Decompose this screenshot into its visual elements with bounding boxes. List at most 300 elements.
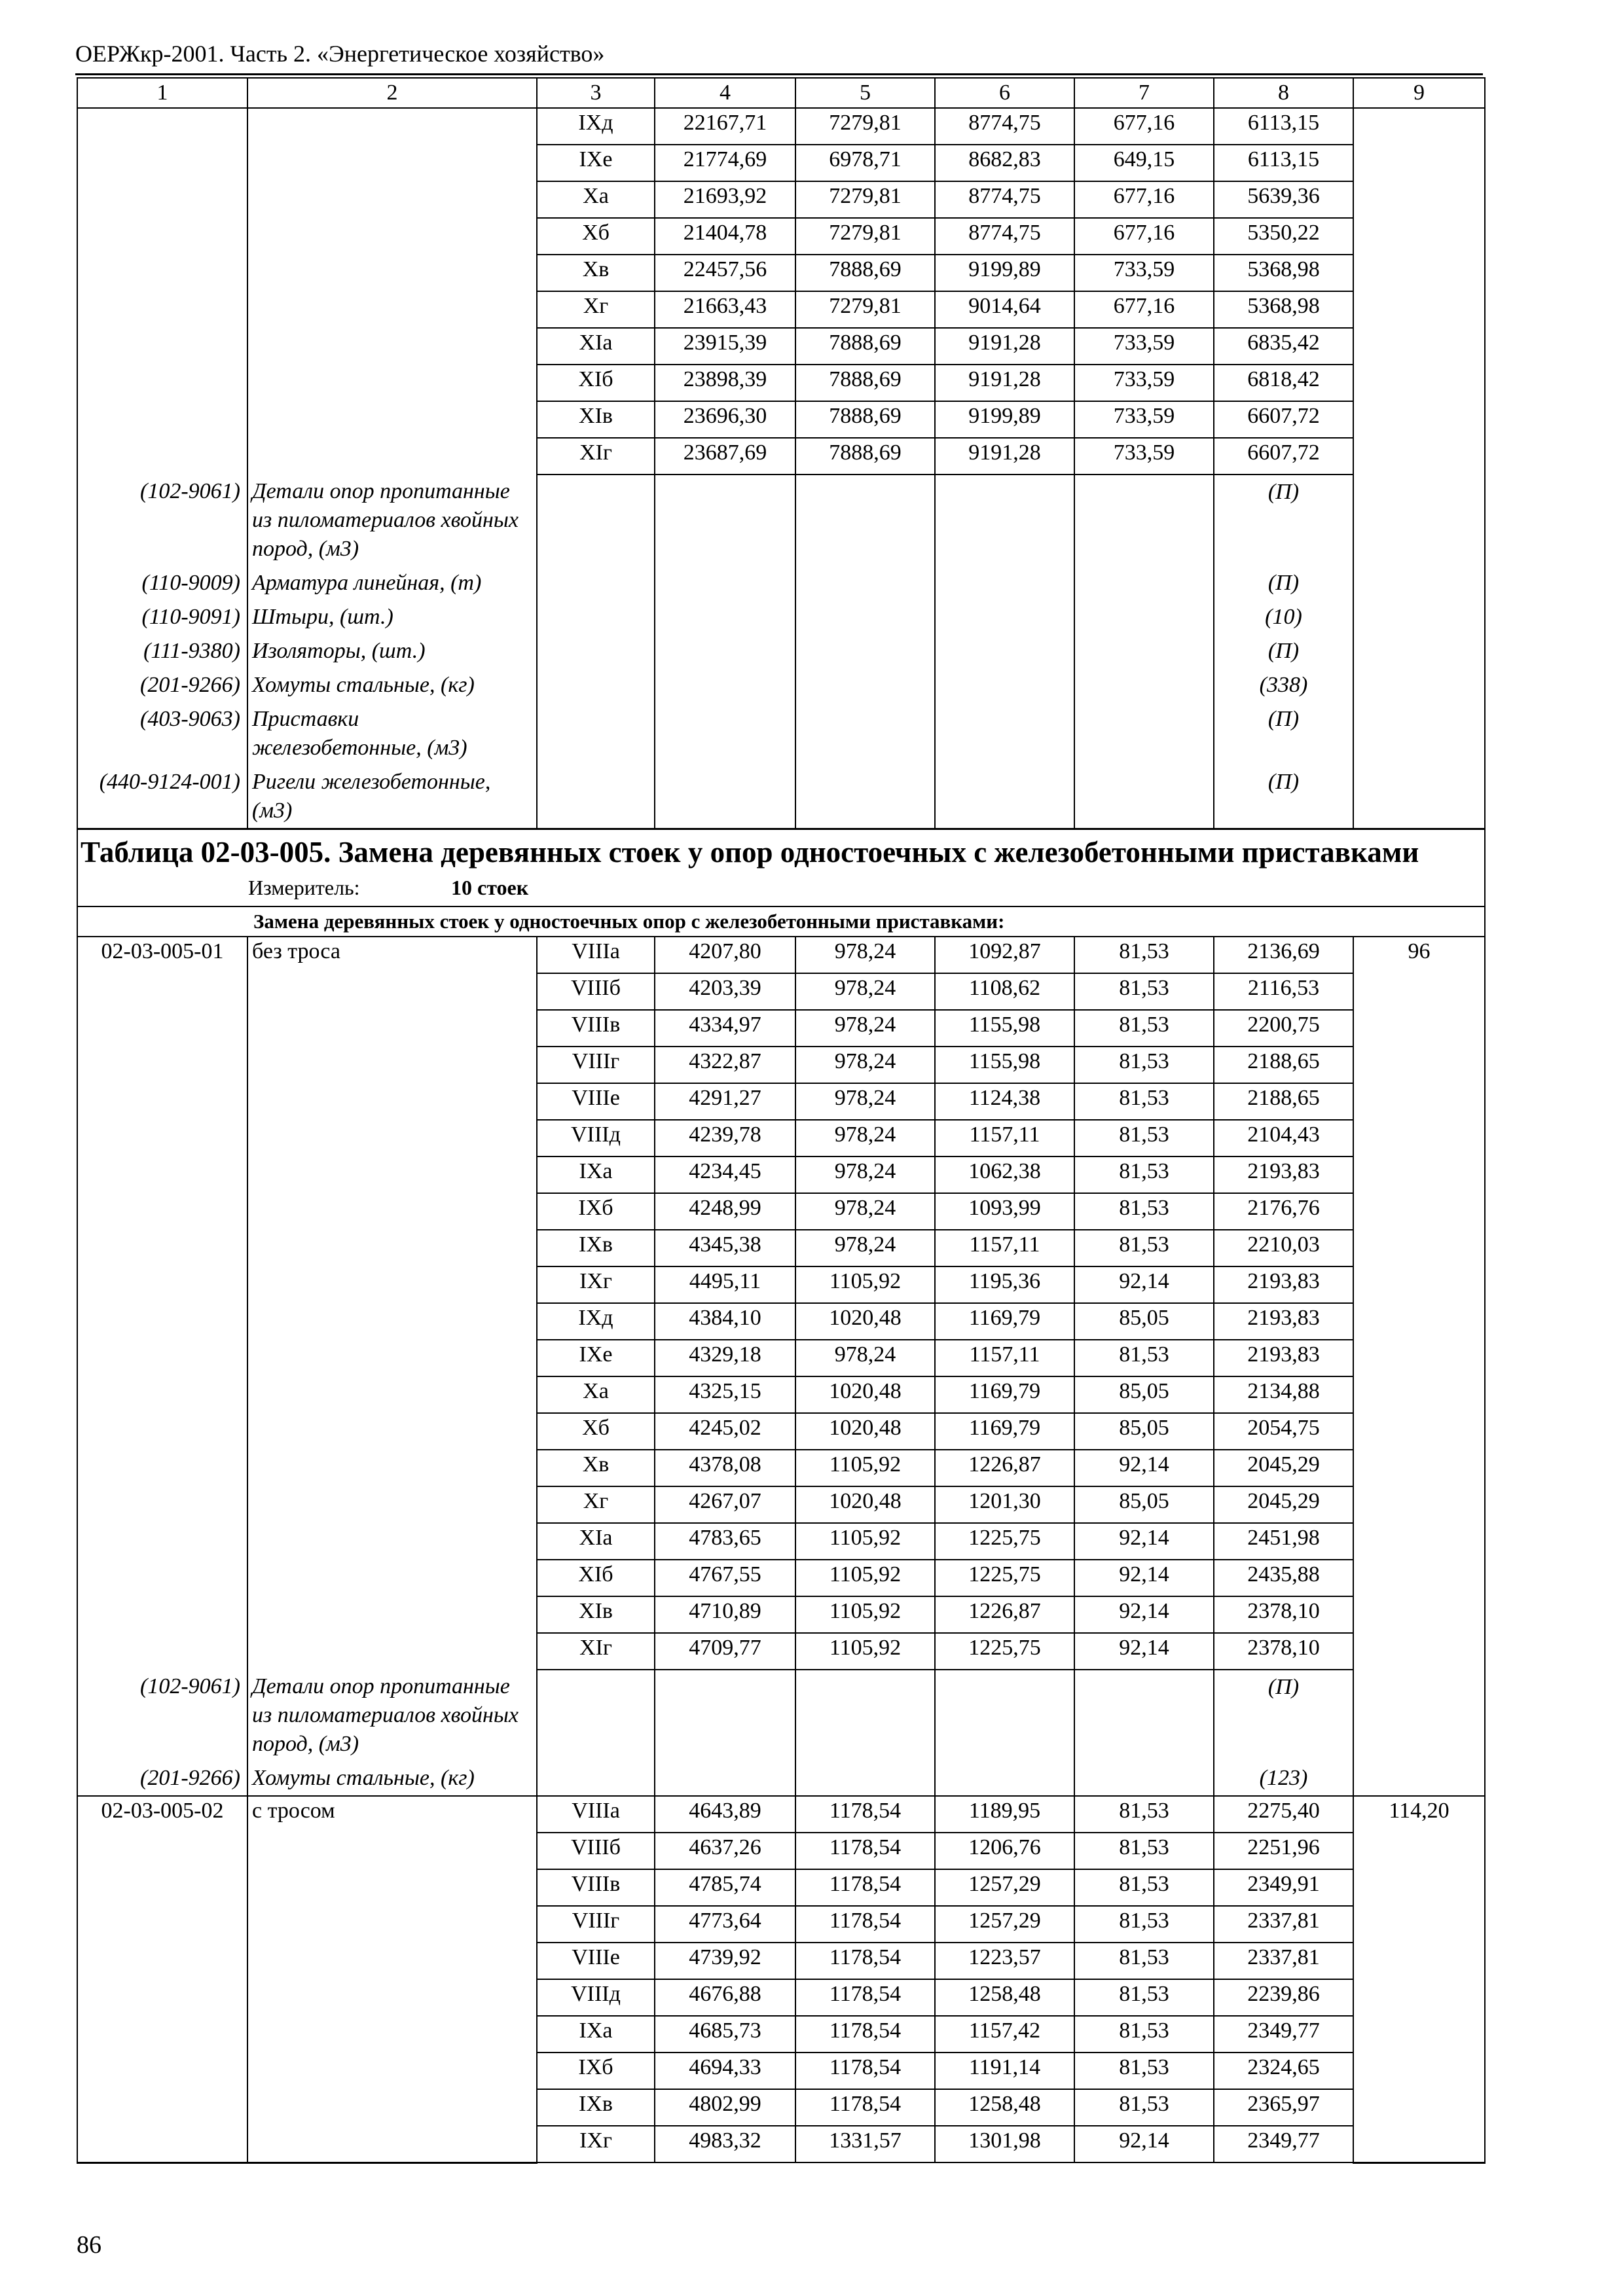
table-row [77,2053,1485,2089]
column-number-8: 8 [1214,78,1353,108]
material-row [77,1670,1485,1761]
table-row [77,108,1485,145]
value-cell: 4322,87 [655,1047,795,1083]
header-rule [75,73,1483,75]
rate-code [77,255,247,291]
col9-cell [1353,1450,1485,1486]
value-cell: 2349,91 [1214,1869,1353,1906]
rate-name [247,1230,537,1266]
value-cell: 1225,75 [935,1633,1074,1670]
zone-cell: IXв [537,1230,655,1266]
material-row [77,765,1485,829]
material-row [77,702,1485,765]
value-cell: 81,53 [1074,937,1214,973]
value-cell: 1105,92 [795,1633,935,1670]
value-cell: 8774,75 [935,218,1074,255]
table-row [77,1450,1485,1486]
value-cell: 1223,57 [935,1943,1074,1979]
value-cell: 81,53 [1074,1157,1214,1193]
value-cell: 1105,92 [795,1523,935,1560]
rate-code [77,1906,247,1943]
value-cell: 978,24 [795,973,935,1010]
value-cell: 4785,74 [655,1869,795,1906]
empty-cell [537,566,655,600]
column-number-row [77,78,1485,108]
col9-cell [1353,255,1485,291]
rate-code [77,2053,247,2089]
col9-cell [1353,291,1485,328]
value-cell: 81,53 [1074,2016,1214,2053]
rate-name [247,1376,537,1413]
value-cell: 2239,86 [1214,1979,1353,2016]
value-cell: 2451,98 [1214,1523,1353,1560]
empty-cell [655,668,795,702]
value-cell: 9191,28 [935,328,1074,365]
empty-cell [795,600,935,634]
value-cell: 4676,88 [655,1979,795,2016]
value-cell: 677,16 [1074,181,1214,218]
col9-cell [1353,1047,1485,1083]
empty-cell [795,702,935,765]
column-number-3: 3 [537,78,655,108]
table-row [77,1340,1485,1376]
empty-cell [795,475,935,566]
rate-code [77,145,247,181]
table-title-row [77,829,1485,907]
table-row [77,1796,1485,1833]
value-cell: 1105,92 [795,1596,935,1633]
value-cell: 81,53 [1074,2053,1214,2089]
value-cell: 4802,99 [655,2089,795,2126]
value-cell: 4709,77 [655,1633,795,1670]
empty-cell [537,475,655,566]
table-row [77,1193,1485,1230]
rate-name [247,1979,537,2016]
value-cell: 2134,88 [1214,1376,1353,1413]
value-cell: 6818,42 [1214,365,1353,401]
rate-code [77,1560,247,1596]
table-title-cell [77,829,1485,907]
value-cell: 92,14 [1074,2126,1214,2162]
rate-code [77,1413,247,1450]
empty-cell [655,634,795,668]
value-cell: 1226,87 [935,1596,1074,1633]
value-cell: 2116,53 [1214,973,1353,1010]
zone-cell: IXг [537,2126,655,2162]
empty-cell [655,1761,795,1796]
rate-code [77,1230,247,1266]
value-cell: 1206,76 [935,1833,1074,1869]
col9-cell [1353,145,1485,181]
table-row [77,1230,1485,1266]
rate-name [247,1560,537,1596]
empty-cell [655,600,795,634]
value-cell: 5368,98 [1214,255,1353,291]
value-cell: 677,16 [1074,291,1214,328]
table-row [77,328,1485,365]
value-cell: 1157,11 [935,1340,1074,1376]
value-cell: 92,14 [1074,1596,1214,1633]
rate-name [247,1596,537,1633]
rate-code [77,2016,247,2053]
value-cell: 1178,54 [795,1943,935,1979]
value-cell: 1155,98 [935,1047,1074,1083]
material-name: Штыри, (шт.) [247,600,537,634]
rate-name: с тросом [247,1796,537,1833]
value-cell: 23898,39 [655,365,795,401]
value-cell: 81,53 [1074,1833,1214,1869]
empty-cell [935,702,1074,765]
value-cell: 1155,98 [935,1010,1074,1047]
value-cell: 81,53 [1074,1010,1214,1047]
rate-code [77,973,247,1010]
col9-cell [1353,2126,1485,2162]
value-cell: 4234,45 [655,1157,795,1193]
value-cell: 1191,14 [935,2053,1074,2089]
empty-cell [1353,566,1485,600]
value-cell: 9199,89 [935,255,1074,291]
value-cell: 22167,71 [655,108,795,145]
table-row [77,1906,1485,1943]
zone-cell: VIIIа [537,1796,655,1833]
col9-cell [1353,1010,1485,1047]
value-cell: 4239,78 [655,1120,795,1157]
value-cell: 7279,81 [795,108,935,145]
material-value: (338) [1214,668,1353,702]
value-cell: 4334,97 [655,1010,795,1047]
table-row [77,1560,1485,1596]
value-cell: 733,59 [1074,401,1214,438]
value-cell: 1178,54 [795,1979,935,2016]
empty-cell [935,475,1074,566]
rate-code [77,108,247,145]
rate-name [247,145,537,181]
empty-cell [1353,1670,1485,1761]
rate-code [77,181,247,218]
value-cell: 81,53 [1074,1047,1214,1083]
rate-code [77,2126,247,2162]
value-cell: 92,14 [1074,1450,1214,1486]
col9-cell [1353,365,1485,401]
col9-cell [1353,1303,1485,1340]
col9-cell: 96 [1353,937,1485,973]
value-cell: 2045,29 [1214,1450,1353,1486]
material-value: (П) [1214,702,1353,765]
table-title: Таблица 02-03-005. Замена деревянных стоек у опор одностоечных с железобетонными приставками [81,836,1419,869]
value-cell: 4739,92 [655,1943,795,1979]
table-row [77,438,1485,475]
meter-line [81,873,1480,902]
value-cell: 21693,92 [655,181,795,218]
zone-cell: XIг [537,1633,655,1670]
value-cell: 1178,54 [795,1833,935,1869]
material-row [77,668,1485,702]
rate-code [77,1833,247,1869]
table-row [77,1833,1485,1869]
value-cell: 978,24 [795,1047,935,1083]
column-number-6: 6 [935,78,1074,108]
rate-code [77,1450,247,1486]
table-row [77,1266,1485,1303]
rate-code [77,1266,247,1303]
rate-code [77,438,247,475]
value-cell: 1092,87 [935,937,1074,973]
material-name: Детали опор пропитанные из пиломатериалов хвойных пород, (м3) [247,1670,537,1761]
value-cell: 2193,83 [1214,1266,1353,1303]
col9-cell [1353,1266,1485,1303]
value-cell: 9199,89 [935,401,1074,438]
table-row [77,2126,1485,2162]
value-cell: 1169,79 [935,1413,1074,1450]
material-name: Изоляторы, (шт.) [247,634,537,668]
value-cell: 1331,57 [795,2126,935,2162]
material-value: (П) [1214,475,1353,566]
material-code: (110-9091) [77,600,247,634]
rate-name [247,2126,537,2162]
rate-name [247,365,537,401]
rate-code [77,401,247,438]
rate-name [247,1943,537,1979]
zone-cell: IXв [537,2089,655,2126]
rate-name [247,2016,537,2053]
value-cell: 733,59 [1074,438,1214,475]
value-cell: 7888,69 [795,401,935,438]
empty-cell [935,566,1074,600]
material-row [77,1761,1485,1796]
material-code: (440-9124-001) [77,765,247,829]
rate-name [247,218,537,255]
value-cell: 1178,54 [795,1796,935,1833]
value-cell: 92,14 [1074,1633,1214,1670]
table-row [77,1083,1485,1120]
empty-cell [795,634,935,668]
empty-cell [655,1670,795,1761]
value-cell: 978,24 [795,1157,935,1193]
table-row [77,1486,1485,1523]
value-cell: 1257,29 [935,1869,1074,1906]
value-cell: 1020,48 [795,1376,935,1413]
rate-name [247,291,537,328]
value-cell: 4767,55 [655,1560,795,1596]
material-code: (403-9063) [77,702,247,765]
value-cell: 978,24 [795,1340,935,1376]
empty-cell [1353,475,1485,566]
col9-cell [1353,181,1485,218]
zone-cell: Xб [537,1413,655,1450]
meter-label: Измеритель: [248,876,360,899]
table-row [77,255,1485,291]
empty-cell [1074,475,1214,566]
material-name: Приставки железобетонные, (м3) [247,702,537,765]
table-row [77,1523,1485,1560]
material-row [77,634,1485,668]
rate-code [77,1010,247,1047]
value-cell: 7888,69 [795,328,935,365]
rate-name [247,973,537,1010]
table-row [77,1943,1485,1979]
material-value: (П) [1214,634,1353,668]
value-cell: 1105,92 [795,1560,935,1596]
value-cell: 23696,30 [655,401,795,438]
value-cell: 2365,97 [1214,2089,1353,2126]
zone-cell: XIа [537,1523,655,1560]
value-cell: 1093,99 [935,1193,1074,1230]
value-cell: 2176,76 [1214,1193,1353,1230]
col9-cell [1353,2016,1485,2053]
value-cell: 23687,69 [655,438,795,475]
page-header: ОЕРЖкр-2001. Часть 2. «Энергетическое хозяйство» [75,41,605,67]
table-row [77,1157,1485,1193]
value-cell: 7888,69 [795,438,935,475]
value-cell: 92,14 [1074,1266,1214,1303]
value-cell: 92,14 [1074,1560,1214,1596]
value-cell: 2188,65 [1214,1083,1353,1120]
material-value: (П) [1214,1670,1353,1761]
rate-name [247,1083,537,1120]
value-cell: 1105,92 [795,1266,935,1303]
rate-code [77,328,247,365]
col9-cell [1353,218,1485,255]
value-cell: 1020,48 [795,1486,935,1523]
rate-name [247,1193,537,1230]
value-cell: 2045,29 [1214,1486,1353,1523]
value-cell: 2251,96 [1214,1833,1353,1869]
value-cell: 81,53 [1074,1943,1214,1979]
value-cell: 81,53 [1074,1869,1214,1906]
table-row [77,1120,1485,1157]
value-cell: 81,53 [1074,1193,1214,1230]
value-cell: 9191,28 [935,365,1074,401]
empty-cell [655,702,795,765]
table-row [77,218,1485,255]
value-cell: 4325,15 [655,1376,795,1413]
rate-code: 02-03-005-02 [77,1796,247,1833]
value-cell: 6978,71 [795,145,935,181]
empty-cell [795,566,935,600]
value-cell: 4329,18 [655,1340,795,1376]
zone-cell: XIв [537,401,655,438]
col9-cell [1353,1083,1485,1120]
rate-name [247,1869,537,1906]
value-cell: 4291,27 [655,1083,795,1120]
empty-cell [1353,600,1485,634]
empty-cell [537,702,655,765]
value-cell: 1178,54 [795,2016,935,2053]
value-cell: 4710,89 [655,1596,795,1633]
value-cell: 81,53 [1074,2089,1214,2126]
empty-cell [1353,765,1485,829]
value-cell: 4207,80 [655,937,795,973]
material-code: (111-9380) [77,634,247,668]
value-cell: 4637,26 [655,1833,795,1869]
rate-name [247,1047,537,1083]
value-cell: 8682,83 [935,145,1074,181]
rate-name [247,255,537,291]
rate-name [247,1120,537,1157]
zone-cell: VIIIг [537,1047,655,1083]
col9-cell [1353,1979,1485,2016]
zone-cell: VIIIе [537,1083,655,1120]
zone-cell: IXб [537,2053,655,2089]
value-cell: 2324,65 [1214,2053,1353,2089]
empty-cell [935,600,1074,634]
value-cell: 85,05 [1074,1303,1214,1340]
rate-code [77,365,247,401]
value-cell: 978,24 [795,1193,935,1230]
zone-cell: IXе [537,1340,655,1376]
value-cell: 1157,11 [935,1120,1074,1157]
value-cell: 1257,29 [935,1906,1074,1943]
empty-cell [1074,634,1214,668]
material-code: (102-9061) [77,1670,247,1761]
value-cell: 1201,30 [935,1486,1074,1523]
col9-cell [1353,108,1485,145]
zone-cell: Xа [537,1376,655,1413]
column-number-7: 7 [1074,78,1214,108]
rate-code [77,218,247,255]
rate-code [77,1979,247,2016]
rate-name [247,438,537,475]
zone-cell: VIIIг [537,1906,655,1943]
value-cell: 5368,98 [1214,291,1353,328]
value-cell: 1225,75 [935,1560,1074,1596]
col9-cell [1353,1596,1485,1633]
meter-value: 10 стоек [451,876,529,899]
rate-name [247,181,537,218]
empty-cell [537,600,655,634]
value-cell: 7279,81 [795,291,935,328]
value-cell: 4983,32 [655,2126,795,2162]
value-cell: 4643,89 [655,1796,795,1833]
material-name: Детали опор пропитанные из пиломатериалов хвойных пород, (м3) [247,475,537,566]
col9-cell [1353,1943,1485,1979]
value-cell: 7279,81 [795,218,935,255]
column-number-1: 1 [77,78,247,108]
value-cell: 81,53 [1074,1979,1214,2016]
rate-code [77,1303,247,1340]
value-cell: 2193,83 [1214,1340,1353,1376]
rate-code [77,1340,247,1376]
empty-cell [537,1670,655,1761]
value-cell: 733,59 [1074,328,1214,365]
table-row [77,1596,1485,1633]
table-row [77,1376,1485,1413]
rate-name [247,1010,537,1047]
value-cell: 1178,54 [795,2089,935,2126]
value-cell: 978,24 [795,1083,935,1120]
value-cell: 81,53 [1074,1120,1214,1157]
material-code: (102-9061) [77,475,247,566]
value-cell: 978,24 [795,1120,935,1157]
value-cell: 2193,83 [1214,1157,1353,1193]
rate-name [247,1523,537,1560]
rate-name [247,2089,537,2126]
value-cell: 85,05 [1074,1413,1214,1450]
value-cell: 8774,75 [935,108,1074,145]
value-cell: 733,59 [1074,255,1214,291]
empty-cell [935,668,1074,702]
empty-cell [795,1670,935,1761]
value-cell: 978,24 [795,1010,935,1047]
value-cell: 2435,88 [1214,1560,1353,1596]
zone-cell: Xа [537,181,655,218]
zone-cell: IXа [537,2016,655,2053]
table-row [77,1413,1485,1450]
value-cell: 4773,64 [655,1906,795,1943]
value-cell: 1178,54 [795,2053,935,2089]
value-cell: 2378,10 [1214,1633,1353,1670]
col9-cell [1353,328,1485,365]
